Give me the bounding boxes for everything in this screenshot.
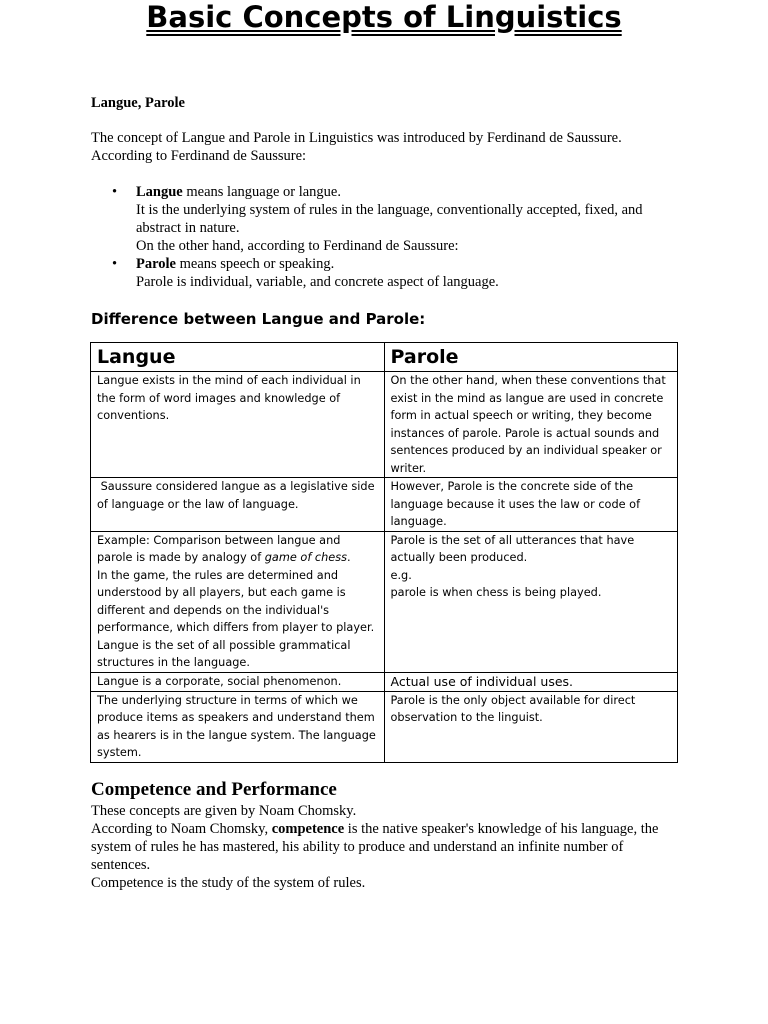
table-row [91, 531, 678, 672]
page-title [0, 0, 768, 34]
cell-text: In the game, the rules are determined and understood by all players, but each game is different and depends on the individual's performance, which differs from player to player. [97, 568, 375, 634]
term-competence: competence [271, 821, 345, 837]
column-header-parole: Parole [384, 343, 678, 372]
list-item-parole [91, 255, 691, 291]
bullet-icon: • [112, 256, 118, 272]
table-header-row [91, 343, 678, 372]
table-cell-parole [384, 531, 678, 672]
table-cell-langue: The underlying structure in terms of which we produce items as speakers and understand them as hearers is in the langue system. The language system. [91, 691, 385, 762]
table-cell-parole: Actual use of individual uses. [384, 672, 678, 691]
paragraph-line: Competence is the study of the system of rules. [91, 875, 366, 891]
difference-heading: Difference between Langue and Parole: [91, 310, 426, 328]
page-title-text: Basic Concepts of Linguistics [146, 0, 622, 34]
bullet-icon: • [112, 184, 118, 200]
table-cell-parole: Parole is the only object available for direct observation to the linguist. [384, 691, 678, 762]
cell-text: Example: Comparison between langue and parole is made by analogy of [97, 533, 341, 564]
term-definition: means speech or speaking. [176, 256, 335, 272]
table-cell-parole: However, Parole is the concrete side of the language because it uses the law or code of language. [384, 478, 678, 532]
paragraph-line: These concepts are given by Noam Chomsky. [91, 803, 357, 819]
competence-paragraph [91, 802, 681, 892]
table-cell-langue: Langue exists in the mind of each individual in the form of word images and knowledge of conventions. [91, 372, 385, 478]
bullet-text: Parole is individual, variable, and concrete aspect of language. [136, 274, 499, 290]
table-row [91, 672, 678, 691]
bullet-text: On the other hand, according to Ferdinand de Saussure: [136, 238, 459, 254]
table-row [91, 372, 678, 478]
definition-list [91, 183, 691, 291]
intro-line: The concept of Langue and Parole in Linguistics was introduced by Ferdinand de Saussure. [91, 130, 622, 146]
column-header-langue: Langue [91, 343, 385, 372]
table-cell-langue: Langue is a corporate, social phenomenon. [91, 672, 385, 691]
table-cell-langue: Saussure considered langue as a legislative side of language or the law of language. [91, 478, 385, 532]
cell-text: . [346, 551, 351, 564]
bullet-text: It is the underlying system of rules in the language, conventionally accepted, fixed, and abstract in nature. [136, 202, 643, 236]
cell-emphasis: game of chess [264, 551, 347, 564]
term-definition: means language or langue. [182, 184, 341, 200]
term-langue: Langue [136, 184, 183, 200]
section-heading-competence: Competence and Performance [91, 779, 337, 800]
intro-paragraph [91, 129, 691, 165]
table-cell-parole: On the other hand, when these conventions that exist in the mind as langue are used in concrete form in actual speech or writing, they become instances of parole. Parole is actual sounds and sentences produced by an individual speaker or writer. [384, 372, 678, 478]
cell-text: parole is when chess is being played. [390, 586, 602, 599]
term-parole: Parole [136, 256, 176, 272]
cell-text: Parole is the set of all utterances that have actually been produced. [390, 533, 635, 564]
list-item-langue [91, 183, 691, 255]
intro-line: According to Ferdinand de Saussure: [91, 148, 307, 164]
cell-text: Langue is the set of all possible grammatical structures in the language. [97, 638, 351, 669]
section-heading-langue-parole: Langue, Parole [91, 95, 185, 111]
table-cell-langue [91, 531, 385, 672]
cell-text: e.g. [390, 568, 412, 582]
paragraph-text: is the native speaker's knowledge of his language, the system of rules he has mastered, his ability to produce and understand an infinite number of sentences. [91, 821, 659, 873]
table-row [91, 691, 678, 762]
paragraph-text: According to Noam Chomsky, [91, 821, 272, 837]
comparison-table [90, 342, 678, 763]
table-row [91, 478, 678, 532]
